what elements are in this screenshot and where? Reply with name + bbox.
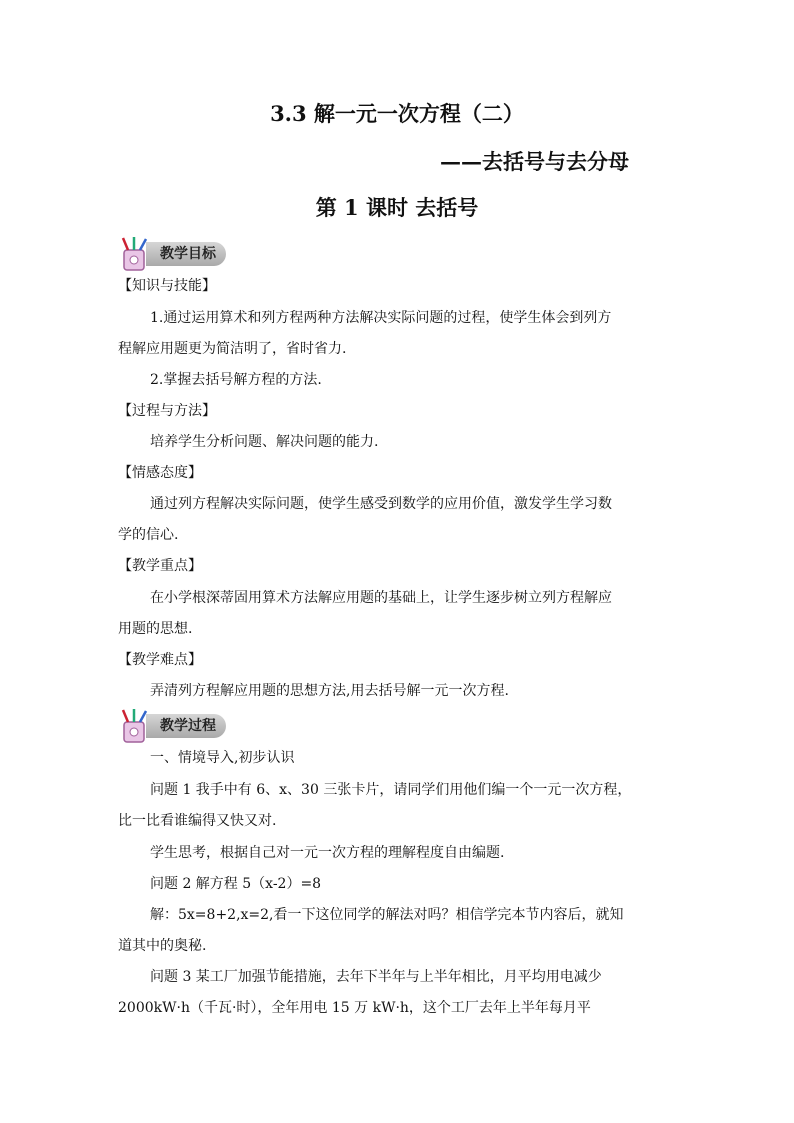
lesson-title: 第 1 课时 去括号 xyxy=(315,195,479,220)
paragraph-line: 1.通过运用算术和列方程两种方法解决实际问题的过程，使学生体会到列方 xyxy=(150,310,612,326)
paragraph-line: 程解应用题更为简洁明了，省时省力. xyxy=(118,341,347,357)
heading-key-points: 【教学重点】 xyxy=(118,558,202,574)
paragraph-line: 问题 3 某工厂加强节能措施，去年下半年与上半年相比，月平均用电减少 xyxy=(150,969,602,985)
document-subtitle: ——去括号与去分母 xyxy=(440,149,629,174)
heading-process-method: 【过程与方法】 xyxy=(118,403,216,419)
paragraph-line: 问题 1 我手中有 6、x、30 三张卡片，请同学们用他们编一个一元一次方程， xyxy=(150,782,632,798)
section-label-process: 教学过程 xyxy=(146,714,226,738)
section-label-goals: 教学目标 xyxy=(146,242,226,266)
paragraph-line: 弄清列方程解应用题的思想方法,用去括号解一元一次方程. xyxy=(150,683,509,699)
paragraph-line: 问题 2 解方程 5（x-2）=8 xyxy=(150,876,322,892)
paragraph-line: 学的信心. xyxy=(118,527,179,543)
paragraph-line: 道其中的奥秘. xyxy=(118,938,207,954)
paragraph-line: 用题的思想. xyxy=(118,621,193,637)
pencil-cup-icon xyxy=(118,236,152,272)
paragraph-line: 2000kW·h（千瓦·时），全年用电 15 万 kW·h，这个工厂去年上半年每月平 xyxy=(118,1000,591,1016)
section-heading: 一、情境导入,初步认识 xyxy=(150,750,295,766)
pencil-cup-icon xyxy=(118,708,152,744)
paragraph-line: 通过列方程解决实际问题，使学生感受到数学的应用价值，激发学生学习数 xyxy=(150,496,612,512)
paragraph-line: 培养学生分析问题、解决问题的能力. xyxy=(150,434,379,450)
paragraph-line: 学生思考，根据自己对一元一次方程的理解程度自由编题. xyxy=(150,845,505,861)
paragraph-line: 在小学根深蒂固用算术方法解应用题的基础上，让学生逐步树立列方程解应 xyxy=(150,590,612,606)
document-title: 3.3 解一元一次方程（二） xyxy=(270,101,524,126)
paragraph-line: 比一比看谁编得又快又对. xyxy=(118,813,277,829)
paragraph-line: 解：5x=8+2,x=2,看一下这位同学的解法对吗？相信学完本节内容后，就知 xyxy=(150,907,624,923)
heading-knowledge: 【知识与技能】 xyxy=(118,278,216,294)
heading-attitude: 【情感态度】 xyxy=(118,465,202,481)
section-header-goals xyxy=(118,236,278,272)
section-header-process xyxy=(118,708,278,744)
heading-difficult-points: 【教学难点】 xyxy=(118,652,202,668)
paragraph-line: 2.掌握去括号解方程的方法. xyxy=(150,372,322,388)
